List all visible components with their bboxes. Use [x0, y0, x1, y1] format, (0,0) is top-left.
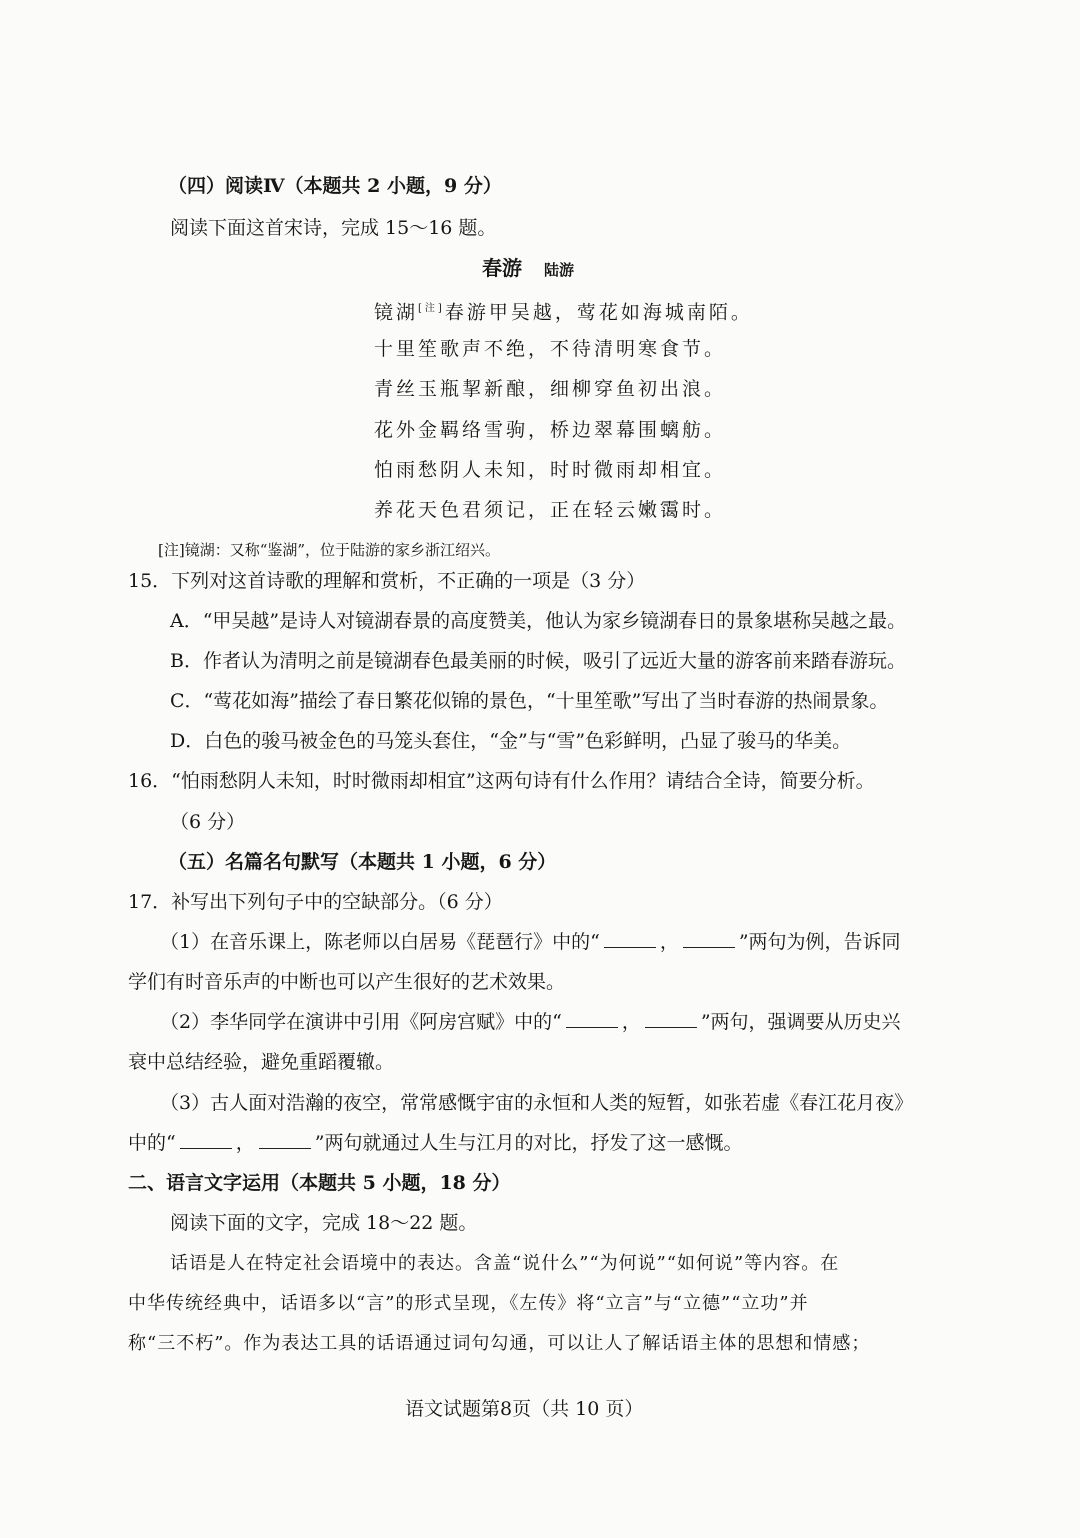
- q15-option-d: D．白色的骏马被金色的马笼头套住，“金”与“雪”色彩鲜明，凸显了骏马的华美。: [170, 730, 852, 752]
- q17-item-2-prefix: （2）李华同学在演讲中引用《阿房宫赋》中的“: [160, 1011, 562, 1033]
- q17-item-1-sep: ，: [659, 931, 679, 953]
- q17-item-2-cont: 衰中总结经验，避免重蹈覆辙。: [128, 1051, 395, 1073]
- q17-item-2: [160, 1008, 901, 1036]
- q15-stem: 15．下列对这首诗歌的理解和赏析，不正确的一项是（3 分）: [128, 570, 646, 592]
- poem-line-1: [374, 295, 753, 326]
- poem-heading: [482, 254, 574, 284]
- poem-line-4: 花外金羁络雪驹，桥边翠幕围螭舫。: [374, 419, 727, 441]
- answer-blank[interactable]: [604, 929, 656, 948]
- poem-title: 春游: [482, 256, 522, 280]
- section5-heading: （五）名篇名句默写（本题共 1 小题，6 分）: [168, 851, 557, 873]
- q17-stem: 17．补写出下列句子中的空缺部分。（6 分）: [128, 891, 503, 913]
- answer-blank[interactable]: [645, 1009, 697, 1028]
- q17-item-3-sep: ，: [235, 1132, 255, 1154]
- q17-item-3: （3）古人面对浩瀚的夜空，常常感慨宇宙的永恒和人类的短暂，如张若虚《春江花月夜》: [160, 1092, 914, 1114]
- poem-note: [注]镜湖：又称“鉴湖”，位于陆游的家乡浙江绍兴。: [158, 541, 501, 559]
- q17-item-3-cont: [128, 1129, 742, 1157]
- q16-stem: 16．“怕雨愁阴人未知，时时微雨却相宜”这两句诗有什么作用？请结合全诗，简要分析。: [128, 770, 875, 792]
- q17-item-1-cont: 学们有时音乐声的中断也可以产生很好的艺术效果。: [128, 971, 566, 993]
- section4-heading: （四）阅读Ⅳ（本题共 2 小题，9 分）: [168, 175, 502, 197]
- poem-note-marker: [注]: [418, 303, 445, 314]
- part2-heading: 二、语言文字运用（本题共 5 小题，18 分）: [128, 1172, 511, 1194]
- section4-instruction: 阅读下面这首宋诗，完成 15～16 题。: [170, 217, 497, 239]
- q17-item-2-sep: ，: [621, 1011, 641, 1033]
- q16-score: （6 分）: [170, 811, 246, 833]
- q17-item-3-prefix: 中的“: [128, 1132, 176, 1154]
- q17-item-1-suffix: ”两句为例，告诉同: [738, 931, 901, 953]
- poem-line-6: 养花天色君须记，正在轻云嫩霭时。: [374, 499, 727, 521]
- answer-blank[interactable]: [683, 929, 735, 948]
- part2-instruction: 阅读下面的文字，完成 18～22 题。: [170, 1212, 478, 1234]
- answer-blank[interactable]: [180, 1130, 232, 1149]
- q17-item-1: [160, 928, 901, 956]
- page-footer: 语文试题第8页（共 10 页）: [405, 1398, 644, 1420]
- answer-blank[interactable]: [566, 1009, 618, 1028]
- passage-line-3: 称“三不朽”。作为表达工具的话语通过词句勾通，可以让人了解话语主体的思想和情感；: [128, 1333, 871, 1354]
- q15-option-b: B．作者认为清明之前是镜湖春色最美丽的时候，吸引了远近大量的游客前来踏春游玩。: [170, 650, 906, 672]
- poem-author: 陆游: [544, 261, 575, 279]
- passage-line-2: 中华传统经典中，话语多以“言”的形式呈现，《左传》将“立言”与“立德”“立功”并: [128, 1293, 809, 1314]
- q17-item-1-prefix: （1）在音乐课上，陈老师以白居易《琵琶行》中的“: [160, 931, 600, 953]
- q17-item-3-suffix: ”两句就通过人生与江月的对比，抒发了这一感慨。: [314, 1132, 743, 1154]
- q15-option-a: A．“甲吴越”是诗人对镜湖春景的高度赞美，他认为家乡镜湖春日的景象堪称吴越之最。: [170, 610, 907, 632]
- poem-line-3: 青丝玉瓶挈新酿，细柳穿鱼初出浪。: [374, 378, 727, 400]
- q17-item-2-suffix: ”两句，强调要从历史兴: [700, 1011, 901, 1033]
- q15-option-c: C．“莺花如海”描绘了春日繁花似锦的景色，“十里笙歌”写出了当时春游的热闹景象。: [170, 690, 889, 712]
- poem-line-1-pre: 镜湖: [374, 301, 419, 324]
- poem-line-5: 怕雨愁阴人未知，时时微雨却相宜。: [374, 459, 727, 481]
- answer-blank[interactable]: [259, 1130, 311, 1149]
- poem-line-2: 十里笙歌声不绝，不待清明寒食节。: [374, 338, 727, 360]
- poem-line-1-post: 春游甲吴越，莺花如海城南陌。: [444, 301, 753, 324]
- passage-line-1: 话语是人在特定社会语境中的表达。含盖“说什么”“为何说”“如何说”等内容。在: [170, 1253, 840, 1274]
